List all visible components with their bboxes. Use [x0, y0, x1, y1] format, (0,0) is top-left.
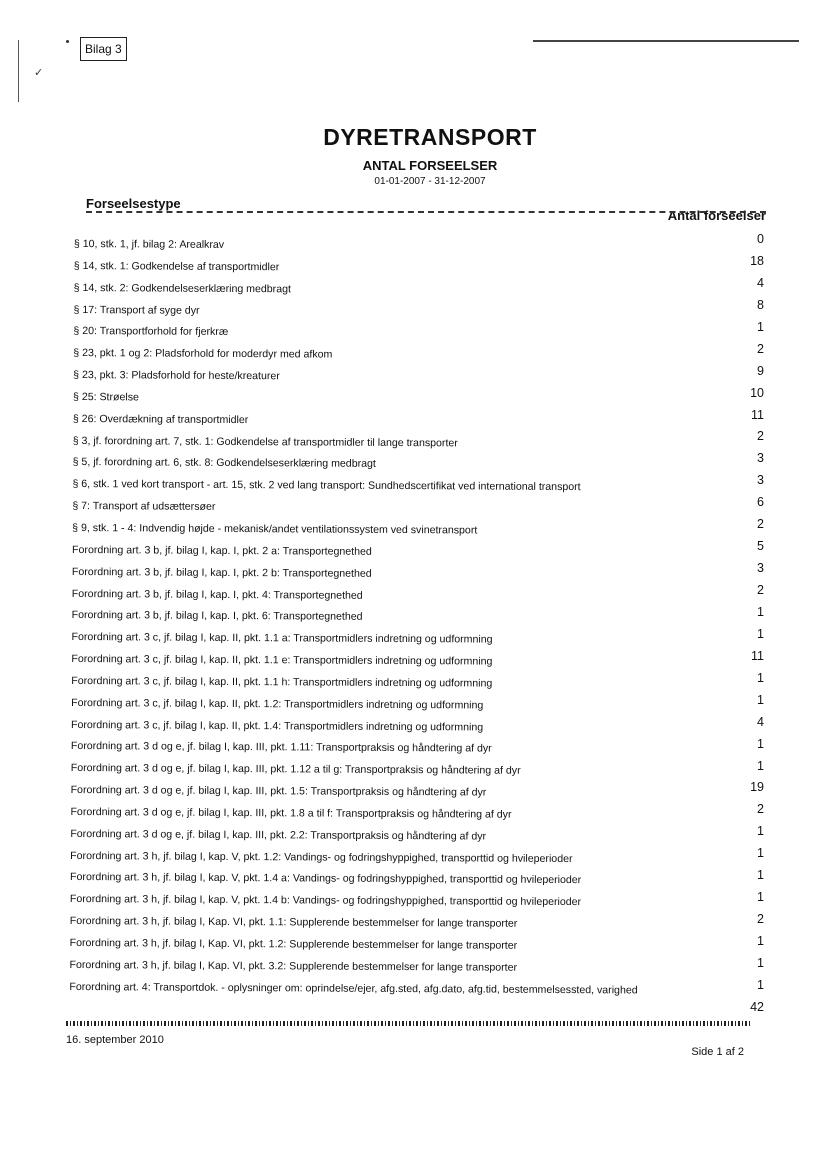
- violation-count: 2: [757, 341, 764, 356]
- violation-count: 2: [757, 802, 764, 817]
- violation-type-label: § 14, stk. 1: Godkendelse af transportmidler: [73, 259, 280, 274]
- violation-count: 4: [757, 714, 764, 729]
- violation-type-label: Forordning art. 3 d og e, jf. bilag I, kap. III, pkt. 1.11: Transportpraksis og håndtering af dyr: [70, 740, 492, 755]
- column-header-count: Antal forseelser: [667, 208, 766, 223]
- violation-type-label: § 26: Overdækning af transportmidler: [72, 412, 249, 426]
- page-number: Side 1 af 2: [691, 1046, 744, 1058]
- violation-type-label: Forordning art. 3 h, jf. bilag I, kap. V, pkt. 1.2: Vandings- og fodringshyppighed, transporttid og hvileperioder: [70, 849, 573, 865]
- violation-count: 1: [757, 846, 764, 861]
- violation-count: 9: [757, 363, 764, 378]
- scan-artifact-line: [18, 40, 19, 102]
- violation-count: 0: [757, 232, 764, 246]
- violation-type-label: Forordning art. 3 d og e, jf. bilag I, kap. III, pkt. 1.5: Transportpraksis og håndtering af dyr: [70, 784, 487, 799]
- violation-count: 4: [757, 275, 764, 290]
- violation-type-label: Forordning art. 3 c, jf. bilag I, kap. II, pkt. 1.1 h: Transportmidlers indretning og udformning: [71, 674, 493, 690]
- violation-type-label: § 9, stk. 1 - 4: Indvendig højde - mekanisk/andet ventilationssystem ved svinetransport: [72, 521, 478, 537]
- violation-type-label: Forordning art. 3 c, jf. bilag I, kap. II, pkt. 1.2: Transportmidlers indretning og udformning: [71, 696, 484, 712]
- print-date: 16. september 2010: [66, 1034, 164, 1046]
- violation-count: 5: [757, 539, 764, 554]
- violation-type-label: § 10, stk. 1, jf. bilag 2: Arealkrav: [73, 237, 225, 251]
- violation-count: 1: [757, 977, 764, 992]
- check-mark-icon: ✓: [34, 67, 44, 79]
- violation-count: 1: [757, 670, 764, 685]
- violation-type-label: Forordning art. 3 b, jf. bilag I, kap. I, pkt. 2 a: Transportegnethed: [72, 543, 372, 558]
- violation-type-label: Forordning art. 3 h, jf. bilag I, kap. V, pkt. 1.4 b: Vandings- og fodringshyppighed, transporttid og hvileperioder: [69, 893, 582, 909]
- violation-count: 3: [757, 561, 764, 576]
- violation-count: 10: [750, 385, 764, 400]
- violation-count: 3: [757, 451, 764, 466]
- violation-count: 11: [751, 648, 764, 663]
- violation-count: 42: [750, 999, 764, 1014]
- violation-count: 8: [757, 297, 764, 312]
- violation-count: 2: [757, 429, 764, 444]
- annex-label: Bilag 3: [80, 37, 127, 61]
- violation-count: 1: [757, 736, 764, 751]
- violation-count: 6: [757, 495, 764, 510]
- violation-count: 1: [757, 955, 764, 970]
- violation-type-label: Forordning art. 3 d og e, jf. bilag I, kap. III, pkt. 1.8 a til f: Transportpraksis og håndtering af dyr: [70, 805, 512, 821]
- violation-type-label: Forordning art. 4: Transportdok. - oplysninger om: oprindelse/ejer, afg.sted, afg.dato, afg.tid, bestemmelsessted, varighed: [69, 980, 638, 997]
- violation-type-label: § 7: Transport af udsættersøer: [72, 500, 216, 513]
- violation-count: 1: [757, 934, 764, 948]
- violation-type-label: § 14, stk. 2: Godkendelseserklæring medbragt: [73, 281, 292, 296]
- violation-type-label: § 20: Transportforhold for fjerkræ: [73, 325, 229, 339]
- footer-divider: [66, 1021, 752, 1026]
- violation-type-label: § 25: Strøelse: [72, 390, 139, 404]
- page-title: DYRETRANSPORT: [323, 124, 537, 150]
- violation-type-label: Forordning art. 3 b, jf. bilag I, kap. I, pkt. 6: Transportegnethed: [71, 609, 363, 624]
- violation-type-label: § 6, stk. 1 ved kort transport - art. 15, stk. 2 ved lang transport: Sundhedscertifikat ved international transport: [72, 478, 581, 494]
- violation-count-list: [704, 229, 764, 1019]
- violation-count: 2: [757, 517, 764, 532]
- violation-type-label: Forordning art. 3 d og e, jf. bilag I, kap. III, pkt. 1.12 a til g: Transportpraksis og håndtering af dyr: [70, 762, 521, 777]
- scan-artifact-top-line: [533, 40, 799, 42]
- violation-type-label: Forordning art. 3 d og e, jf. bilag I, kap. III, pkt. 2.2: Transportpraksis og håndtering af dyr: [70, 827, 487, 843]
- violation-type-label: Forordning art. 3 h, jf. bilag I, Kap. VI, pkt. 1.1: Supplerende bestemmelser for lange transporter: [69, 915, 518, 930]
- column-header-type: Forseelsestype: [86, 196, 181, 211]
- violation-count: 1: [757, 890, 764, 905]
- violation-type-label: Forordning art. 3 b, jf. bilag I, kap. I, pkt. 4: Transportegnethed: [71, 587, 363, 602]
- violation-type-label: Forordning art. 3 b, jf. bilag I, kap. I, pkt. 2 b: Transportegnethed: [71, 565, 372, 580]
- violation-count: 1: [757, 692, 764, 707]
- violation-type-label: Forordning art. 3 h, jf. bilag I, Kap. VI, pkt. 1.2: Supplerende bestemmelser for lange transporter: [69, 936, 518, 952]
- violation-count: 11: [751, 407, 764, 422]
- violation-count: 2: [757, 583, 764, 597]
- scan-artifact-dot: [66, 40, 69, 43]
- violation-type-label: § 23, pkt. 3: Pladsforhold for heste/kreaturer: [73, 369, 280, 383]
- violation-count: 19: [750, 780, 764, 795]
- violation-count: 18: [750, 253, 764, 268]
- report-period: 01-01-2007 - 31-12-2007: [374, 176, 486, 187]
- violation-count: 1: [757, 319, 764, 334]
- violation-type-label: Forordning art. 3 c, jf. bilag I, kap. II, pkt. 1.1 a: Transportmidlers indretning og udformning: [71, 631, 493, 646]
- violation-type-label: § 3, jf. forordning art. 7, stk. 1: Godkendelse af transportmidler til lange transporter: [72, 434, 458, 449]
- violation-count: 1: [757, 626, 764, 641]
- violation-count: 1: [757, 604, 764, 619]
- violation-type-label: Forordning art. 3 c, jf. bilag I, kap. II, pkt. 1.1 e: Transportmidlers indretning og udformning: [71, 653, 493, 668]
- violation-type-label: Forordning art. 3 c, jf. bilag I, kap. II, pkt. 1.4: Transportmidlers indretning og udformning: [70, 718, 484, 734]
- page-subtitle: ANTAL FORSEELSER: [362, 158, 498, 173]
- header-divider: [86, 211, 766, 213]
- violation-type-label: Forordning art. 3 h, jf. bilag I, Kap. VI, pkt. 3.2: Supplerende bestemmelser for lange transporter: [69, 958, 518, 974]
- violation-count: 3: [757, 473, 764, 488]
- violation-type-label: § 23, pkt. 1 og 2: Pladsforhold for moderdyr med afkom: [73, 347, 333, 361]
- violation-type-label: § 5, jf. forordning art. 6, stk. 8: Godkendelseserklæring medbragt: [72, 456, 376, 471]
- violation-count: 1: [757, 824, 764, 839]
- violation-count: 1: [757, 868, 764, 883]
- violation-type-list: [69, 234, 734, 1024]
- violation-count: 2: [757, 912, 764, 927]
- violation-count: 1: [757, 758, 764, 773]
- violation-type-label: § 17: Transport af syge dyr: [73, 303, 200, 317]
- violation-type-label: Forordning art. 3 h, jf. bilag I, kap. V, pkt. 1.4 a: Vandings- og fodringshyppighed, transporttid og hvileperioder: [70, 871, 582, 887]
